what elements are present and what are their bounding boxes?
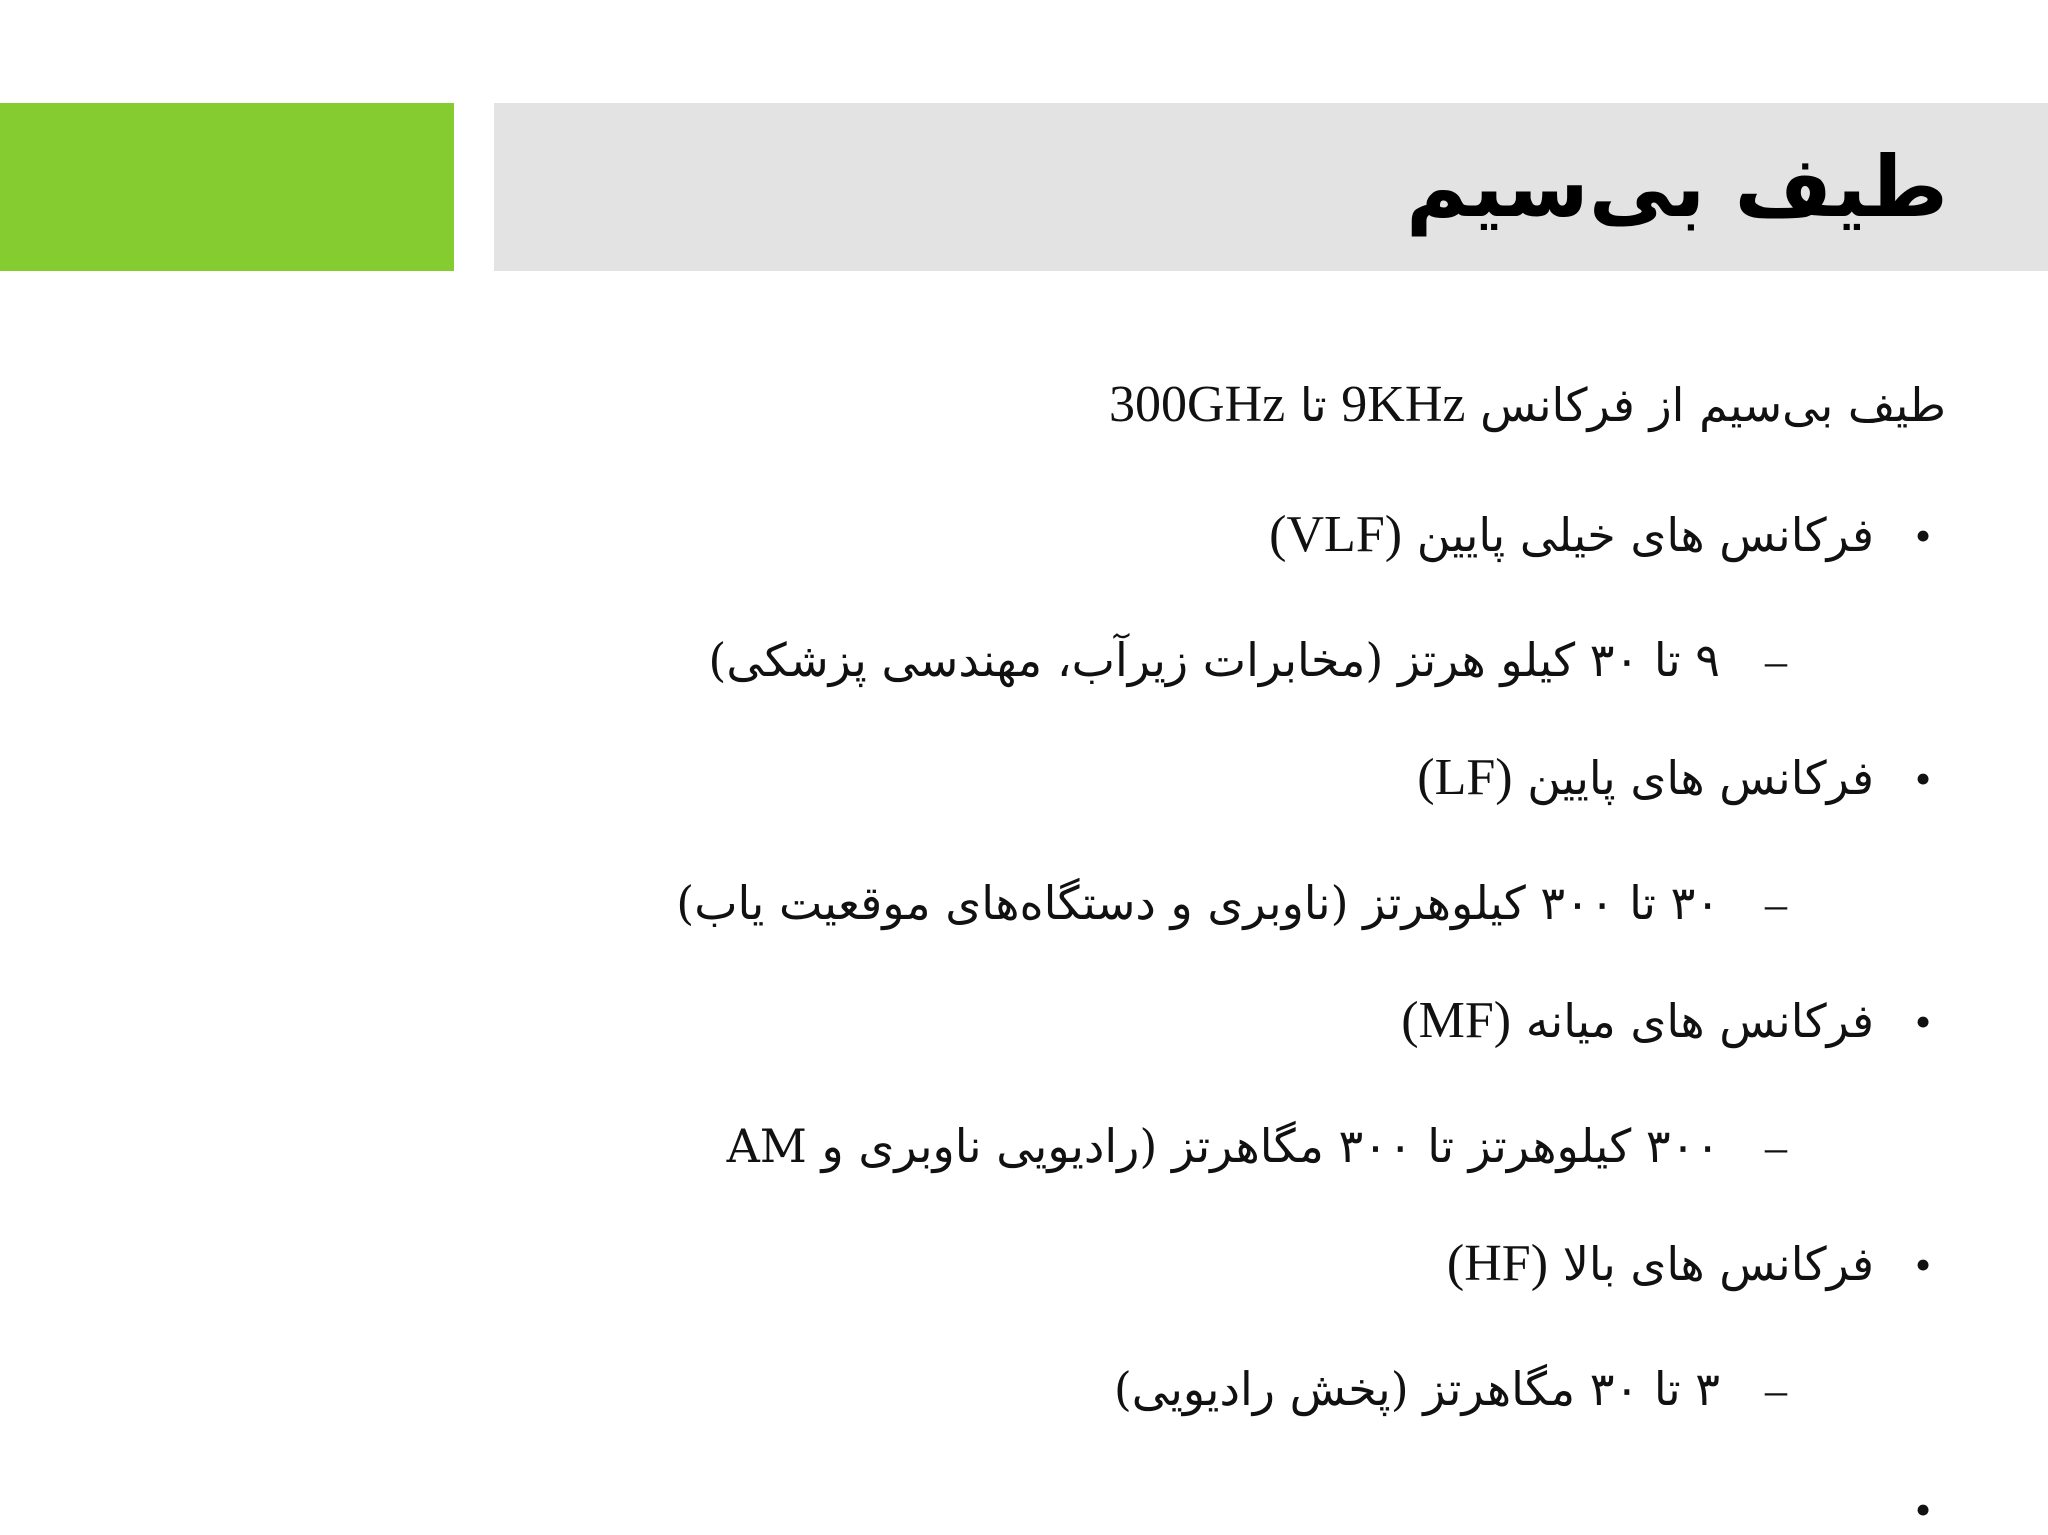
dash-marker: – <box>1765 1366 1787 1415</box>
title-band <box>494 103 2048 271</box>
bullet-marker: • <box>1914 753 1932 804</box>
intro-text: طیف بی‌سیم از فرکانس <box>1480 378 1946 432</box>
sub-list-item <box>727 1111 1796 1183</box>
item-abbr: (MF) <box>1401 992 1512 1049</box>
bullet-marker: • <box>1914 996 1932 1047</box>
item-label: فرکانس های میانه <box>1525 994 1874 1048</box>
item-label: فرکانس های پایین <box>1527 751 1874 805</box>
intro-to-word: تا <box>1299 378 1327 432</box>
sub-list-item <box>676 868 1796 940</box>
dash-marker: – <box>1765 1123 1787 1172</box>
intro-to-frequency: 300GHz <box>1109 376 1286 433</box>
item-detail: ۳۰۰ کیلوهرتز تا ۳۰۰ مگاهرتز (رادیویی ناوبری و AM <box>726 1119 1720 1173</box>
item-abbr: (VLF) <box>1269 506 1403 563</box>
list-item <box>1417 743 1946 814</box>
item-abbr: (HF) <box>1446 1235 1549 1292</box>
item-label: فرکانس های خیلی پایین <box>1416 508 1874 562</box>
item-detail: ۳۰ تا ۳۰۰ کیلوهرتز (ناوبری و دستگاه‌های موقعیت یاب) <box>676 876 1720 930</box>
dash-marker: – <box>1765 637 1787 686</box>
intro-from-frequency: 9KHz <box>1341 376 1466 433</box>
item-detail: ۳ تا ۳۰ مگاهرتز (پخش رادیویی) <box>1113 1362 1720 1416</box>
bullet-marker: • <box>1914 510 1932 561</box>
bullet-marker: • <box>1914 1239 1932 1290</box>
list-item <box>1269 500 1946 571</box>
empty-bullet-marker: • <box>1914 1484 1932 1535</box>
list-item <box>1447 1229 1946 1300</box>
dash-marker: – <box>1765 880 1787 929</box>
accent-bar <box>0 103 454 271</box>
list-item <box>1401 986 1946 1057</box>
slide-title: طیف بی‌سیم <box>1406 138 1948 236</box>
sub-list-item <box>1114 1354 1796 1426</box>
item-abbr: (LF) <box>1417 749 1513 806</box>
item-label: فرکانس های بالا <box>1562 1237 1874 1291</box>
intro-line <box>1109 370 1946 440</box>
item-detail: ۹ تا ۳۰ کیلو هرتز (مخابرات زیرآب، مهندسی پزشکی) <box>708 633 1720 687</box>
sub-list-item <box>708 625 1796 697</box>
